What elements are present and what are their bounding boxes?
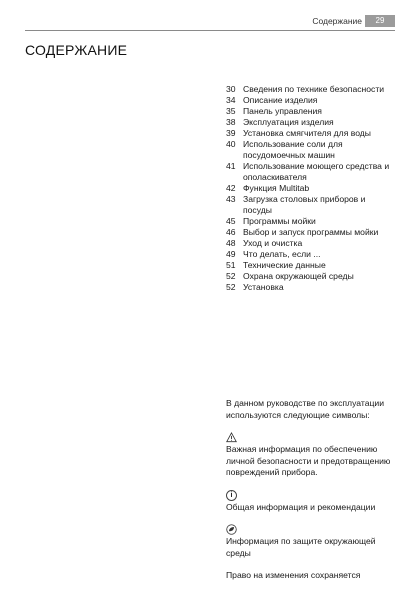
toc-page-number: 46 (226, 227, 236, 237)
toc-page-number: 35 (226, 106, 236, 116)
toc-entry[interactable] (226, 282, 396, 293)
toc-entry[interactable] (226, 84, 396, 95)
toc-entry-text: Уход и очистка (243, 238, 303, 248)
header-divider (25, 30, 395, 31)
toc-page-number: 30 (226, 84, 236, 94)
toc-entry-text: Сведения по технике безопасности (243, 84, 385, 94)
toc-page-number: 40 (226, 139, 236, 149)
toc-page-number: 51 (226, 260, 236, 270)
toc-entry-text: Охрана окружающей среды (243, 271, 354, 281)
toc-entry-text: Загрузка столовых приборов и посуды (243, 194, 366, 215)
toc-page-number: 43 (226, 194, 236, 204)
toc-entry[interactable] (226, 106, 396, 117)
warning-triangle-icon (226, 432, 237, 443)
toc-entry-text: Выбор и запуск программы мойки (243, 227, 379, 237)
toc-entry-text: Использование моющего средства и ополаскивателя (243, 161, 390, 182)
toc-entry[interactable] (226, 260, 396, 271)
toc-entry[interactable] (226, 183, 396, 194)
toc-entry[interactable] (226, 95, 396, 106)
toc-entry[interactable] (226, 249, 396, 260)
toc-entry[interactable] (226, 216, 396, 227)
toc-entry-text: Установка смягчителя для воды (243, 128, 371, 138)
toc-entry[interactable] (226, 271, 396, 282)
symbols-intro: В данном руководстве по эксплуатации используются следующие символы: (226, 398, 384, 420)
toc-page-number: 42 (226, 183, 236, 193)
page-number-badge: 29 (365, 15, 395, 27)
toc-page-number: 34 (226, 95, 236, 105)
toc-entry-text: Установка (243, 282, 284, 292)
toc-entry-text: Функция Multitab (243, 183, 310, 193)
toc-page-number: 38 (226, 117, 236, 127)
toc-entry-text: Использование соли для посудомоечных машин (243, 139, 343, 160)
environment-description: Информация по защите окружающей среды (226, 536, 376, 558)
rights-reserved-note: Право на изменения сохраняется (226, 570, 361, 580)
toc-entry-text: Описание изделия (243, 95, 318, 105)
toc-page-number: 48 (226, 238, 236, 248)
toc-entry[interactable] (226, 128, 396, 139)
toc-entry-text: Эксплуатация изделия (243, 117, 334, 127)
table-of-contents (226, 84, 396, 293)
toc-entry[interactable] (226, 227, 396, 238)
info-icon: i (226, 490, 237, 501)
document-title: СОДЕРЖАНИЕ (25, 42, 128, 58)
environment-icon (226, 524, 237, 535)
toc-page-number: 41 (226, 161, 236, 171)
toc-page-number: 52 (226, 282, 236, 292)
toc-page-number: 39 (226, 128, 236, 138)
toc-entry[interactable] (226, 161, 396, 183)
toc-entry-text: Технические данные (243, 260, 326, 270)
warning-description: Важная информация по обеспечению личной безопасности и предотвращению повреждений прибора. (226, 444, 391, 477)
toc-entry-text: Что делать, если ... (243, 249, 321, 259)
toc-entry[interactable] (226, 238, 396, 249)
toc-entry[interactable] (226, 139, 396, 161)
header-section-title: Содержание (312, 16, 362, 26)
info-description: Общая информация и рекомендации (226, 501, 376, 512)
toc-page-number: 49 (226, 249, 236, 259)
toc-page-number: 45 (226, 216, 236, 226)
toc-entry[interactable] (226, 194, 396, 216)
toc-entry-text: Панель управления (243, 106, 322, 116)
toc-entry[interactable] (226, 117, 396, 128)
toc-entry-text: Программы мойки (243, 216, 316, 226)
symbols-legend (226, 398, 396, 582)
toc-page-number: 52 (226, 271, 236, 281)
